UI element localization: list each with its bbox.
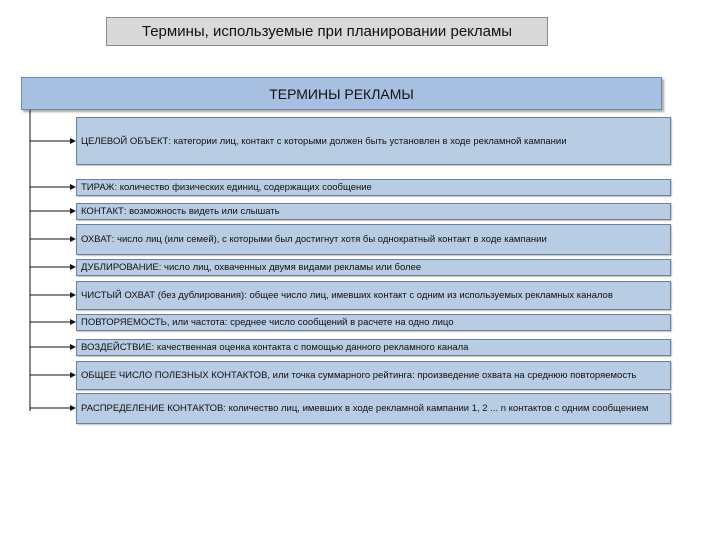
term-box-frequency: ПОВТОРЯЕМОСТЬ, или частота: среднее число сообщений в расчете на одно лицо — [76, 314, 671, 331]
term-box-circulation: ТИРАЖ: количество физических единиц, содержащих сообщение — [76, 179, 671, 196]
terms-header: ТЕРМИНЫ РЕКЛАМЫ — [21, 77, 662, 110]
term-box-duplication: ДУБЛИРОВАНИЕ: число лиц, охваченных двумя видами рекламы или более — [76, 259, 671, 276]
term-box-contact: КОНТАКТ: возможность видеть или слышать — [76, 203, 671, 220]
term-box-net-reach: ЧИСТЫЙ ОХВАТ (без дублирования): общее число лиц, имевших контакт с одним из используемых рекламных каналов — [76, 281, 671, 310]
term-box-gross-rating: ОБЩЕЕ ЧИСЛО ПОЛЕЗНЫХ КОНТАКТОВ, или точка суммарного рейтинга: произведение охвата на среднюю повторяемость — [76, 361, 671, 390]
term-box-impact: ВОЗДЕЙСТВИЕ: качественная оценка контакта с помощью данного рекламного канала — [76, 339, 671, 356]
term-box-reach: ОХВАТ: число лиц (или семей), с которыми был достигнут хотя бы однократный контакт в ходе кампании — [76, 224, 671, 255]
term-box-contact-distribution: РАСПРЕДЕЛЕНИЕ КОНТАКТОВ: количество лиц, имевших в ходе рекламной кампании 1, 2 ... n контактов с одним сообщением — [76, 393, 671, 424]
page-title: Термины, используемые при планировании рекламы — [106, 17, 548, 46]
term-box-target-object: ЦЕЛЕВОЙ ОБЪЕКТ: категории лиц, контакт с которыми должен быть установлен в ходе рекламной кампании — [76, 117, 671, 165]
